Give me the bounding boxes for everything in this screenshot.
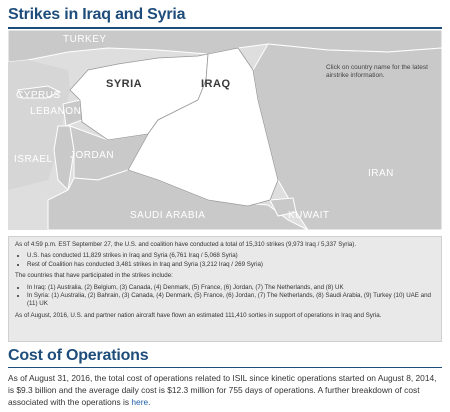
turkey-label[interactable]: TURKEY xyxy=(63,34,107,45)
cyprus-label[interactable]: CYPRUS xyxy=(16,90,61,101)
iran-label[interactable]: IRAN xyxy=(368,168,394,179)
list-item: • Rest of Coalition has conducted 3,481 strikes in Iraq and Syria (3,212 Iraq / 269 Syria) xyxy=(27,261,435,269)
cost-body-text: As of August 31, 2016, the total cost of operations related to ISIL since kinetic operations started on August 8, 2014, is $9.3 billion and the average daily cost is $12.3 million for 755 days of operations. A further breakdown of cost associated with the operations is xyxy=(8,373,437,407)
strike-info-box xyxy=(8,236,442,342)
kuwait-label[interactable]: KUWAIT xyxy=(288,210,330,221)
countries-list xyxy=(15,284,435,309)
list-item: • In Iraq: (1) Australia, (2) Belgium, (3) Canada, (4) Denmark, (5) France, (6) Jordan, (7) The Netherlands, and (8) UK xyxy=(27,284,435,292)
cost-breakdown-link[interactable]: here xyxy=(131,397,149,407)
list-item: • U.S. has conducted 11,829 strikes in Iraq and Syria (6,761 Iraq / 5,068 Syria) xyxy=(27,252,435,260)
saudi-arabia-label[interactable]: SAUDI ARABIA xyxy=(130,210,206,221)
syria-label[interactable]: SYRIA xyxy=(106,78,143,90)
strikes-map xyxy=(8,30,442,230)
cost-body-end: . xyxy=(148,397,151,407)
countries-intro-text: The countries that have participated in the strikes include: xyxy=(15,272,173,280)
map-graphic xyxy=(8,30,442,230)
cost-section-title: Cost of Operations xyxy=(8,347,149,364)
israel-label[interactable]: ISRAEL xyxy=(14,154,53,165)
title-divider xyxy=(8,27,442,29)
jordan-label[interactable]: JORDAN xyxy=(70,150,115,161)
iraq-label[interactable]: IRAQ xyxy=(201,78,231,90)
strike-total-text: As of 4:59 p.m. EST September 27, the U.S. and coalition have conducted a total of 15,310 strikes (9,973 Iraq / 5,337 Syria). xyxy=(15,241,357,248)
lebanon-label[interactable]: LEBANON xyxy=(30,106,82,117)
strike-breakdown-list xyxy=(15,252,435,269)
cost-paragraph xyxy=(8,372,444,408)
map-instruction-text: Click on country name for the latest airstrike information. xyxy=(326,64,428,79)
strikes-section-title: Strikes in Iraq and Syria xyxy=(8,6,186,23)
title-divider xyxy=(8,367,442,368)
list-item: • In Syria: (1) Australia, (2) Bahrain, (3) Canada, (4) Denmark, (5) France, (6) Jordan, (7) The Netherlands, (8) Saudi Arabia, (9) Turkey (10) UAE and (11) UK xyxy=(27,292,435,309)
sorties-text: As of August, 2016, U.S. and partner nation aircraft have flown an estimated 111,410 sorties in support of operations in Iraq and Syria. xyxy=(15,311,382,319)
